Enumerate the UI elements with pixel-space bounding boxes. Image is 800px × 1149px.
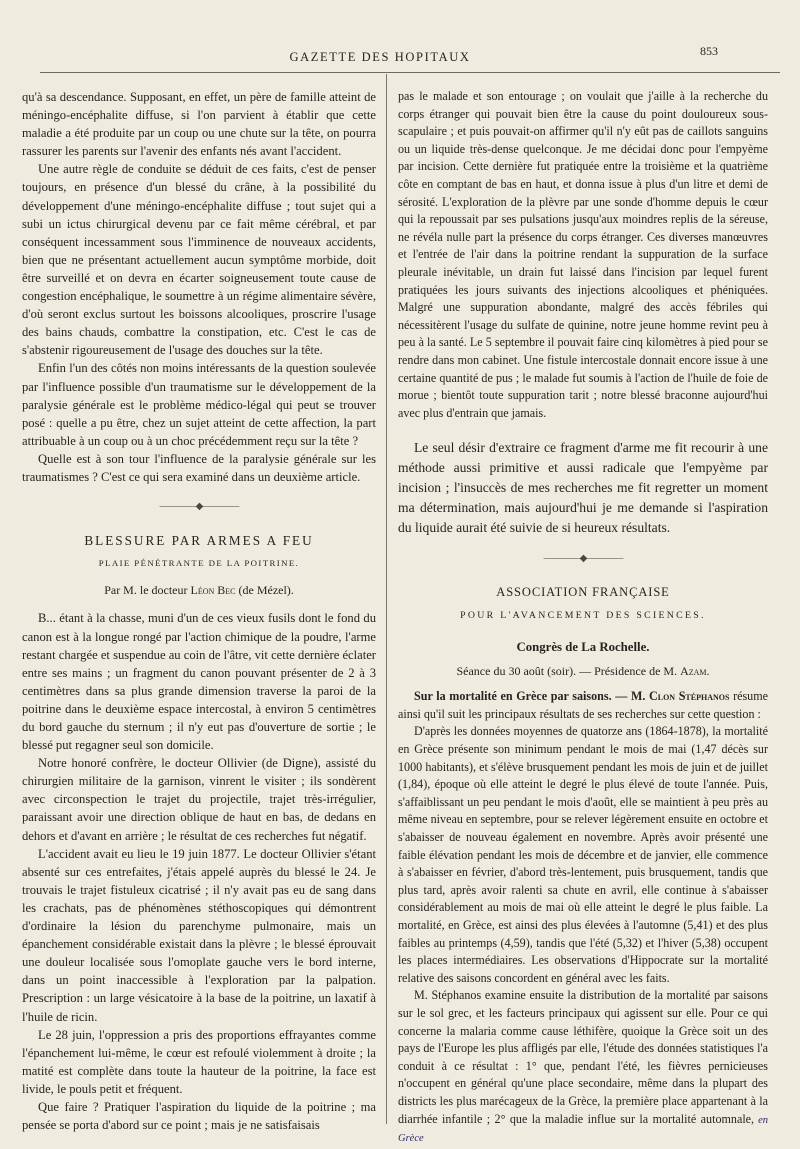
left-column bbox=[22, 88, 376, 1134]
paragraph: Le 28 juin, l'oppression a pris des proportions effrayantes comme l'épanchement lui-même, le cœur est refoulé violemment à droite ; la matité est complète dans toute la hauteur de la poitrine, la face est livide, le pouls petit et fréquent. bbox=[22, 1027, 376, 1096]
article-subtitle: PLAIE PÉNÉTRANTE DE LA POITRINE. bbox=[98, 558, 300, 569]
byline-suffix: (de Mézel). bbox=[238, 583, 294, 598]
byline-author: Léon Bec bbox=[190, 583, 236, 598]
paragraph: L'accident avait eu lieu le 19 juin 1877. Le docteur Ollivier s'étant absenté sur ces entrefaites, j'étais appelé auprès du blessé le 24. Je trouvais le trajet fistuleux cicatrisé ; il n'y avait pas eu de sang dans les crachats, pas de phénomènes stéthoscopiques qui démontrent d'ordinaire la lésion du parenchyme pulmonaire, mais un épanchement considérable existait dans la plèvre ; le blessé éprouvait une douleur localisée sous l'omoplate gauche vers le bord interne, dans un point inaccessible à l'exploration par la palpation. Prescription : un large vésicatoire à la base de la poitrine, un laxatif à l'huile de ricin. bbox=[22, 846, 376, 1024]
header-rule bbox=[40, 72, 780, 73]
paper-intro: résume ainsi qu'il suit les principaux résultats de ses recherches sur cette question : bbox=[398, 689, 769, 721]
paragraph: Quelle est à son tour l'influence de la paralysie générale sur les traumatismes ? C'est ce qui sera examiné dans un deuxième article. bbox=[22, 451, 376, 484]
byline-prefix: Par M. le docteur bbox=[104, 583, 188, 598]
paragraph: Enfin l'un des côtés non moins intéressants de la question soulevée par l'influence possible d'un traumatisme sur le développement de la paralysie générale est le problème médico-légal qui peut se trouver posé : quelle a pu être, chez un sujet atteint de cette affection, la part attribuable à un coup ou à un choc précédemment reçu sur la tête ? bbox=[22, 361, 376, 448]
paragraph: pas le malade et son entourage ; on voulait que j'aille à la recherche du corps étranger qui pouvait bien être la cause du point douloureux sous-scapulaire ; et puis pouvait-on affirmer qu'il n'y eût pas de caillots sanguins ou un liquide très-dense quelconque. Je me décidai donc pour l'empyème par incision. Cette dernière fut pratiquée entre la troisième et la quatrième côte en comptant de bas en haut, et donna issue à plus d'un litre et demi de sérosité. L'exploration de la plèvre par une sonde d'homme depuis le cœur qui la repoussait par ses pulsations jusqu'aux moindres replis de la séreuse, ne révéla nulle part la présence du corps étranger. Ces diverses manœuvres et l'entrée de l'air dans la poitrine rendant la suppuration de la surface pleurale inévitable, un drain fut laissé dans l'incision par lequel furent pratiquées les jours suivants des injections alcooliques et phéniquées. Malgré une suppuration abondante, malgré des accès fébriles qui nécessitèrent l'usage du sulfate de quinine, notre jeune homme revint peu à peu à la santé. Le 5 septembre il pouvait faire cinq kilomètres à pied pour se rendre dans mon cabinet. Une fistule intercostale donnait encore issue à une certaine quantité de pus ; le malade fut soumis à l'action de l'huile de foie de morue ; bientôt toute suppuration tarit ; notre blessé braconne aujourd'hui avec plus d'entrain que jamais. bbox=[398, 89, 768, 420]
handwritten-annotation: en Grèce bbox=[398, 1114, 768, 1145]
section-separator: ————◆———— bbox=[159, 501, 239, 513]
paragraph-conclusion: Le seul désir d'extraire ce fragment d'arme me fit recourir à une méthode aussi primitive et aussi radicale que l'empyème par incision ; l'insuccès de mes recherches me fit regretter un moment ma détermination, mais aujourd'hui je me demande si l'aspiration du liquide aurait été suivie de si heureux résultats. bbox=[398, 440, 768, 536]
byline bbox=[22, 581, 376, 599]
paragraph bbox=[398, 688, 768, 723]
session-line bbox=[398, 663, 768, 681]
paragraph: Une autre règle de conduite se déduit de ces faits, c'est de penser toujours, en présence d'un blessé du crâne, à la possibilité du développement d'une méningo-encéphalite diffuse ; tout sujet qui a subi un ictus chirurgical devenu par ce fait même cérébral, et par conséquent incessamment sous l'imminence de nouveaux accidents, bien que ne présentant actuellement aucun symptôme morbide, doit être surveillé et on devra en écarter soigneusement toute cause de congestion encéphalique, le soumettre à un régime alimentaire sévère, d'où seront exclus surtout les boissons alcooliques, proscrire l'usage des bains chauds, combattre la constipation, etc. C'est le cas de s'abstenir rigoureusement de l'usage des douches sur la tête. bbox=[22, 162, 376, 358]
right-column bbox=[398, 88, 768, 1148]
running-header-title: GAZETTE DES HOPITAUX bbox=[289, 50, 471, 64]
article-title: BLESSURE PAR ARMES A FEU bbox=[84, 533, 314, 549]
paper-title: Sur la mortalité en Grèce par saisons. bbox=[414, 689, 612, 704]
congress-title: Congrès de La Rochelle. bbox=[516, 640, 650, 655]
paragraph: Notre honoré confrère, le docteur Ollivier (de Digne), assisté du chirurgien militaire de la garnison, vinrent le visiter ; ils sondèrent avec circonspection le trajet du projectile, trajet très-irrégulier, paraissant avoir une direction oblique de haut en bas, de dedans en dehors et d'avant en arrière ; le résultat de ces recherches fut négatif. bbox=[22, 756, 376, 843]
association-subtitle: POUR L'AVANCEMENT DES SCIENCES. bbox=[460, 610, 706, 622]
page-number: 853 bbox=[700, 44, 718, 58]
association-title: ASSOCIATION FRANÇAISE bbox=[496, 584, 670, 599]
section-separator: ————◆———— bbox=[543, 553, 623, 565]
session-president: Azam. bbox=[680, 663, 710, 678]
paragraph: D'après les données moyennes de quatorze ans (1864-1878), la mortalité en Grèce présente son minimum pendant le mois de mai (1,47 décès sur 1000 habitants), et s'élève brusquement pendant les mois de juin et de juillet (1,84), époque où elle atteint le degré le plus élevé de toute l'année. Puis, s'affaiblissant un peu pendant le mois d'août, elle se maintient à peu près au même niveau en septembre, pour se relever légèrement ensuite en octobre et s'abaisser de nouveau également en novembre. Après avoir présenté une faible élévation pendant les mois de décembre et de janvier, elle commence à s'abaisser en février, d'abord très-lentement, puis brusquement, tandis que plus tard, après avoir ralenti sa chute en avril, elle continue à s'abaisser considérablement au mois de mai où elle atteint le degré le plus faible. La mortalité, en Grèce, est ainsi des plus élevées à l'automne (5,41) et des plus faibles au printemps (4,59), tandis que l'été (5,32) et l'hiver (5,38) occupent les places intermédiaires. Les observations d'Hippocrate sur la mortalité relative des saisons concordent en général avec les faits. bbox=[398, 724, 768, 985]
session-prefix: Séance du 30 août (soir). — Présidence de M. bbox=[456, 663, 678, 678]
paragraph: qu'à sa descendance. Supposant, en effet, un père de famille atteint de méningo-encéphalite diffuse, si l'on parvient à établir que cette maladie a été produite par un coup ou une chute sur la tête, on pourra rassurer les parents sur l'avenir des enfants nés avant l'accident. bbox=[22, 90, 376, 159]
paragraph: B... étant à la chasse, muni d'un de ces vieux fusils dont le fond du canon est à la longue rongé par l'action chimique de la poudre, l'arme restant chargée et suspendue au coin de l'âtre, vit cette dernière éclater entre ses mains ; un fragment du canon pouvant présenter de 2 à 3 centimètres dans sa plus grande dimension traverse la paroi de la poitrine dans le deuxième espace intercostal, à environ 5 centimètres du bord gauche du sternum ; il n'y eut pas d'ouverture de sortie ; le blessé put regagner seul son domicile. bbox=[22, 611, 376, 753]
paper-author: — M. Clon Stéphanos bbox=[615, 689, 730, 704]
paragraph-text: M. Stéphanos examine ensuite la distribution de la mortalité par saisons sur le sol grec, et les facteurs principaux qui agissent sur elle. Pour ce qui concerne la malaria comme cause léthifère, quoique la Grèce soit un des pays de l'Europe les plus affligés par elle, l'étude des données statistiques l'a conduit à ce résultat : 1° que, pendant l'été, les fièvres pernicieuses n'occupent en général qu'une place secondaire, même dans la plupart des districts les plus marécageux de la Grèce, la première place appartenant à la diarrhée infantile ; 2° que la maladie influe sur la mortalité automnale, bbox=[398, 988, 768, 1126]
paragraph: Que faire ? Pratiquer l'aspiration du liquide de la poitrine ; ma pensée se porta d'abord sur ce point ; mais je ne satisfaisais bbox=[22, 1099, 376, 1133]
paragraph bbox=[398, 987, 768, 1147]
column-divider bbox=[386, 74, 387, 1124]
